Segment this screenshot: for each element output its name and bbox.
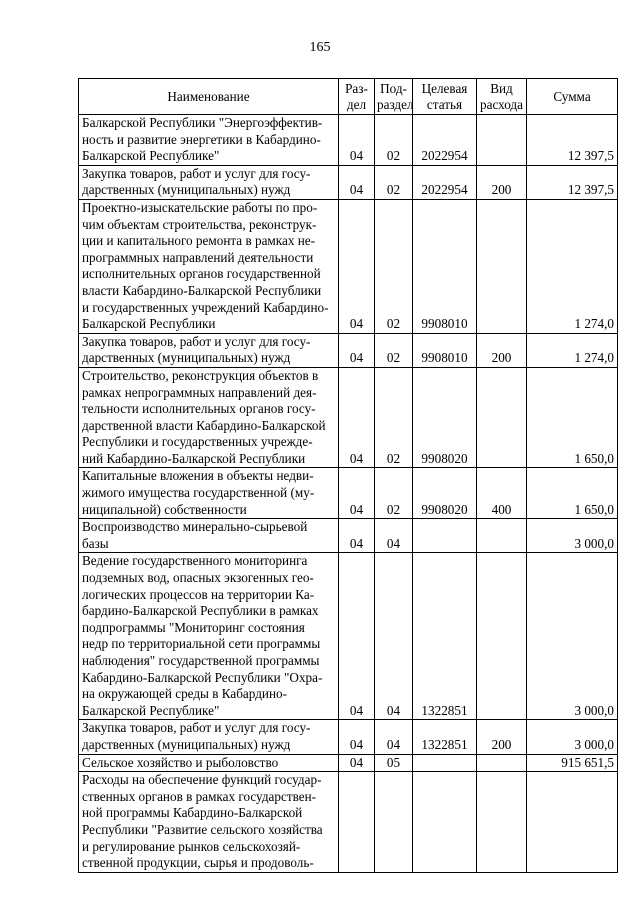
row-name: Балкарской Республики "Энергоэффектив- ность и развитие энергетики в Кабардино- Балкарской Республике"	[79, 115, 339, 166]
row-name: Закупка товаров, работ и услуг для госу- дарственных (муниципальных) нужд	[79, 165, 339, 199]
row-section: 04	[339, 553, 375, 720]
row-type	[477, 772, 527, 873]
row-subsection: 02	[375, 468, 413, 519]
row-section: 04	[339, 367, 375, 468]
row-subsection: 04	[375, 553, 413, 720]
row-section: 04	[339, 754, 375, 772]
row-target: 2022954	[413, 165, 477, 199]
row-subsection: 02	[375, 199, 413, 333]
row-section: 04	[339, 199, 375, 333]
page-number: 165	[309, 40, 331, 55]
row-name: Ведение государственного мониторинга подземных вод, опасных экзогенных гео- логических процессов на территории Ка- бардино-Балкарской Республики в рамках подпрограммы "Мониторинг состояния недр по территориальной сети программы наблюдения" государственной программы Кабардино-Балкарской Республики "Охра- на окружающей среды в Кабардино- Балкарской Республике"	[79, 553, 339, 720]
table-row	[79, 367, 618, 468]
row-target	[413, 772, 477, 873]
row-section: 04	[339, 468, 375, 519]
row-target: 9908020	[413, 468, 477, 519]
row-subsection: 02	[375, 367, 413, 468]
row-section: 04	[339, 165, 375, 199]
row-type	[477, 754, 527, 772]
table-row	[79, 165, 618, 199]
table-row	[79, 333, 618, 367]
header-name: Наименование	[79, 79, 339, 115]
row-sum	[527, 772, 618, 873]
row-subsection: 02	[375, 333, 413, 367]
row-target	[413, 519, 477, 553]
row-name: Капитальные вложения в объекты недви- жимого имущества государственной (му- ниципальной) собственности	[79, 468, 339, 519]
row-type	[477, 199, 527, 333]
table-row	[79, 468, 618, 519]
row-name: Воспроизводство минерально-сырьевой базы	[79, 519, 339, 553]
row-sum: 1 650,0	[527, 468, 618, 519]
table-row	[79, 553, 618, 720]
header-section: Раз- дел	[339, 79, 375, 115]
table-header-row	[79, 79, 618, 115]
row-sum: 915 651,5	[527, 754, 618, 772]
row-type	[477, 519, 527, 553]
header-subsection: Под- раздел	[375, 79, 413, 115]
row-sum: 1 274,0	[527, 333, 618, 367]
row-target: 2022954	[413, 115, 477, 166]
row-sum: 3 000,0	[527, 553, 618, 720]
row-type: 400	[477, 468, 527, 519]
table-row	[79, 199, 618, 333]
row-section: 04	[339, 333, 375, 367]
row-section: 04	[339, 519, 375, 553]
row-name: Проектно-изыскательские работы по про- чим объектам строительства, реконструк- ции и капитального ремонта в рамках не- программных направлений деятельности исполнительных органов государственной власти Кабардино-Балкарской Республики и государственных учреждений Кабардино- Балкарской Республики	[79, 199, 339, 333]
row-name: Закупка товаров, работ и услуг для госу- дарственных (муниципальных) нужд	[79, 720, 339, 754]
row-subsection	[375, 772, 413, 873]
table-row	[79, 115, 618, 166]
row-sum: 1 274,0	[527, 199, 618, 333]
table-row	[79, 754, 618, 772]
row-sum: 12 397,5	[527, 165, 618, 199]
header-sum: Сумма	[527, 79, 618, 115]
row-subsection: 02	[375, 115, 413, 166]
row-type: 200	[477, 720, 527, 754]
row-type	[477, 115, 527, 166]
row-section: 04	[339, 720, 375, 754]
row-target: 9908020	[413, 367, 477, 468]
row-section	[339, 772, 375, 873]
row-type	[477, 367, 527, 468]
row-target	[413, 754, 477, 772]
row-name: Строительство, реконструкция объектов в рамках непрограммных направлений дея- тельности исполнительных органов госу- дарственной власти Кабардино-Балкарской Республики и государственных учрежде- ний Кабардино-Балкарской Республики	[79, 367, 339, 468]
row-type	[477, 553, 527, 720]
row-target: 9908010	[413, 199, 477, 333]
header-target: Целевая статья	[413, 79, 477, 115]
table-row	[79, 519, 618, 553]
row-type: 200	[477, 333, 527, 367]
row-subsection: 02	[375, 165, 413, 199]
row-sum: 3 000,0	[527, 519, 618, 553]
row-target: 1322851	[413, 720, 477, 754]
row-sum: 1 650,0	[527, 367, 618, 468]
row-subsection: 04	[375, 519, 413, 553]
header-type: Вид расхода	[477, 79, 527, 115]
row-subsection: 05	[375, 754, 413, 772]
row-target: 9908010	[413, 333, 477, 367]
row-target: 1322851	[413, 553, 477, 720]
row-name: Расходы на обеспечение функций государ- ственных органов в рамках государствен- ной программы Кабардино-Балкарской Республики "Развитие сельского хозяйства и регулирование рынков сельскохозяй- ственной продукции, сырья и продоволь-	[79, 772, 339, 873]
row-sum: 12 397,5	[527, 115, 618, 166]
row-section: 04	[339, 115, 375, 166]
row-type: 200	[477, 165, 527, 199]
row-subsection: 04	[375, 720, 413, 754]
budget-table	[78, 78, 618, 873]
row-sum: 3 000,0	[527, 720, 618, 754]
row-name: Сельское хозяйство и рыболовство	[79, 754, 339, 772]
table-row	[79, 772, 618, 873]
table-row	[79, 720, 618, 754]
row-name: Закупка товаров, работ и услуг для госу- дарственных (муниципальных) нужд	[79, 333, 339, 367]
